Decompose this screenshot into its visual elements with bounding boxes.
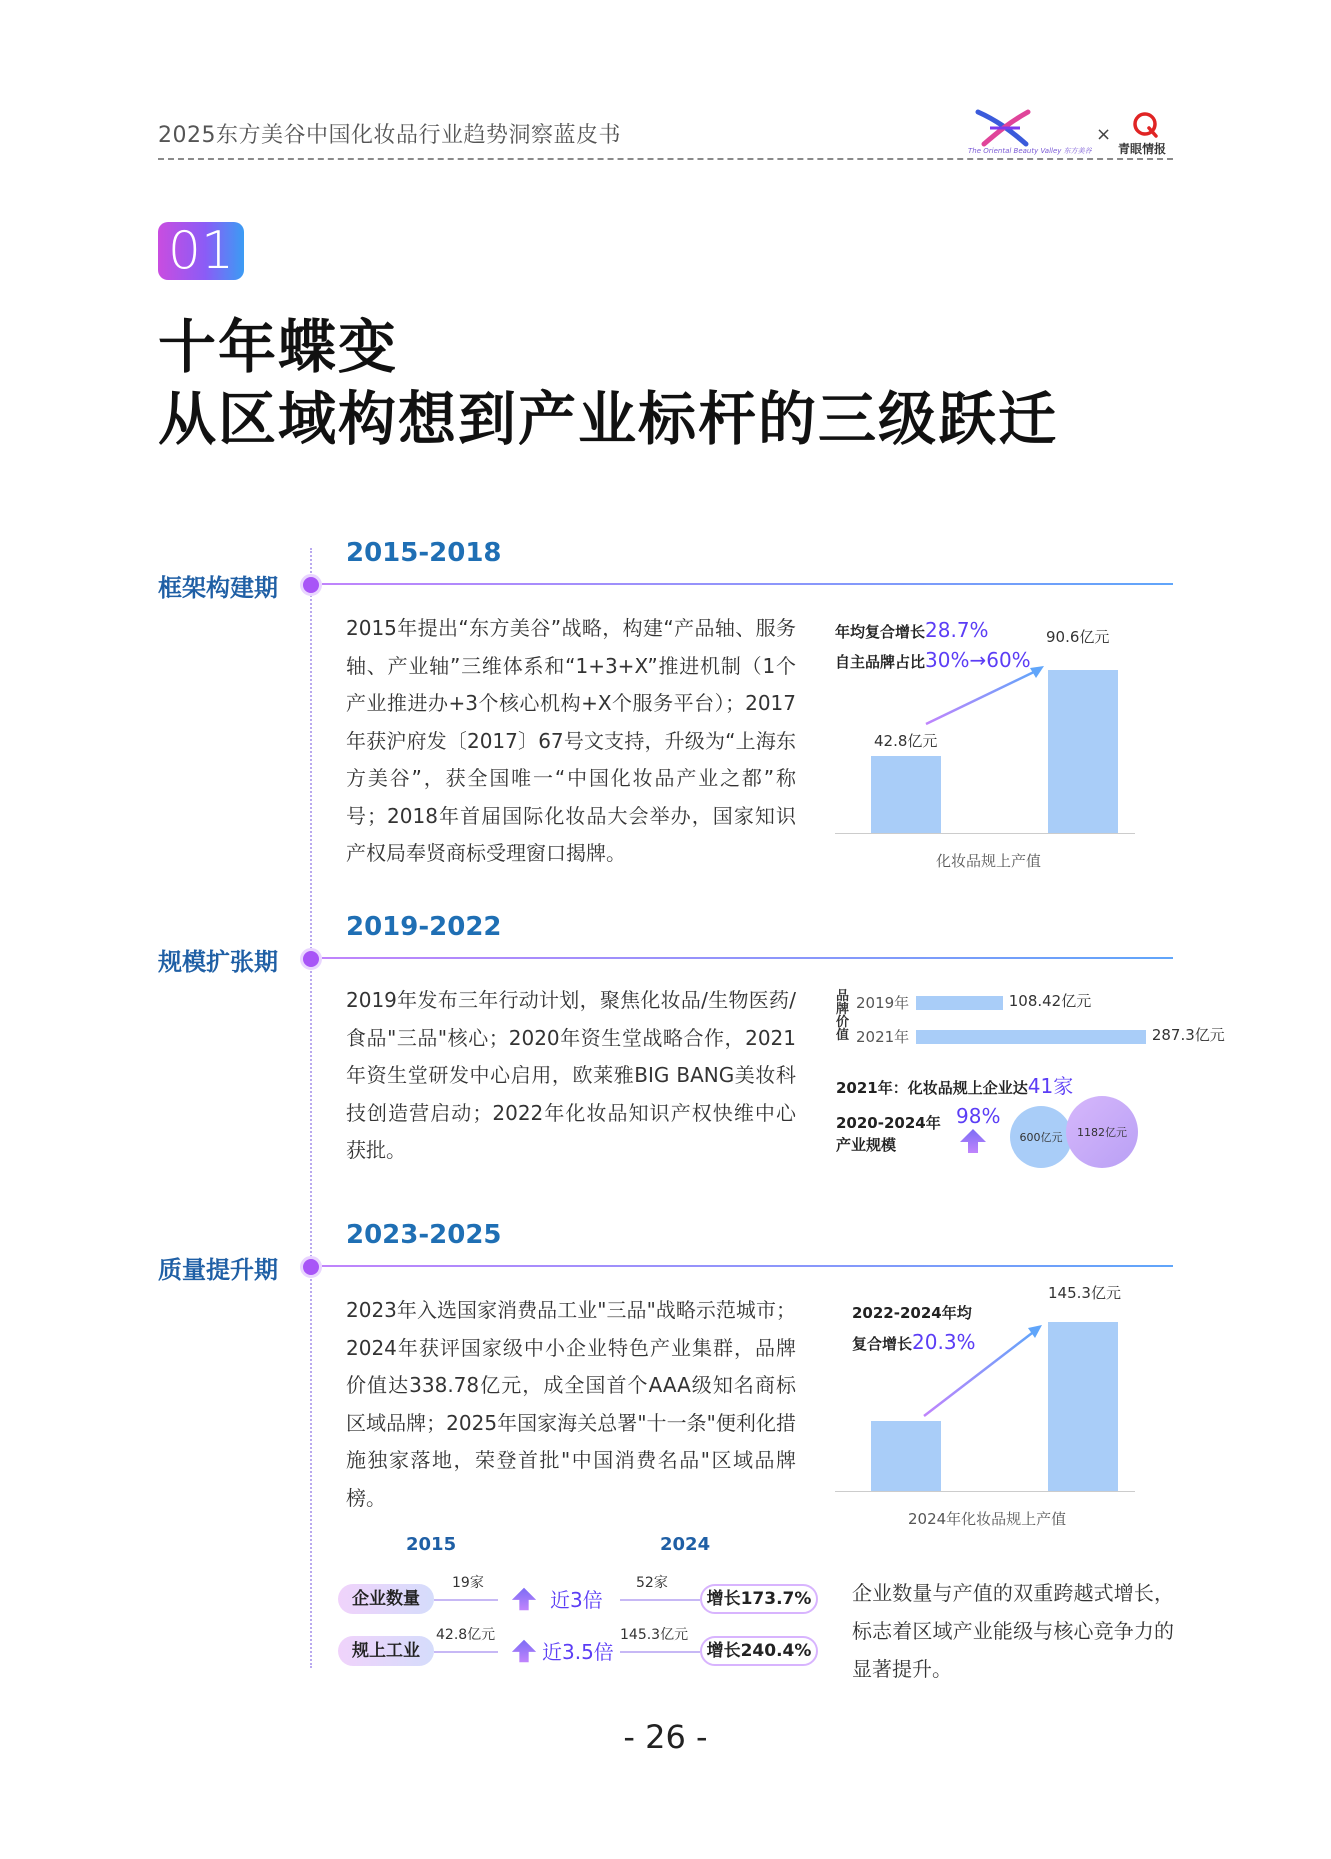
chapter-number-badge: 01	[158, 222, 244, 280]
arrow-up-icon	[510, 1638, 538, 1664]
chart2-bar1-value-label: 108.42亿元	[1008, 992, 1092, 1010]
chart2-bar2-value-label: 287.3亿元	[1151, 1026, 1225, 1044]
chart2-bar	[916, 1030, 1146, 1044]
comparison-value-left: 19家	[452, 1575, 484, 1591]
chart2-y-label: 品牌价值	[836, 989, 850, 1043]
phase-description: 2023年入选国家消费品工业"三品"战略示范城市；2024年获评国家级中小企业特色产业集群，品牌价值达338.78亿元，成全国首个AAA级知名商标区域品牌；2025年国家海关总署"十一条"便利化措施独家落地，荣登首批"中国消费名品"区域品牌榜。	[346, 1298, 796, 1510]
enterprises-stat	[836, 1070, 1073, 1099]
chart3-bar	[1048, 1322, 1118, 1491]
chart2-category-label: 2019年	[856, 994, 910, 1012]
chart1-trend-arrow-icon	[920, 660, 1050, 730]
phase-divider	[322, 1265, 1173, 1267]
chart3-bar2-value-label: 145.3亿元	[1048, 1284, 1121, 1302]
arrow-up-icon	[958, 1128, 988, 1154]
chart2-bar	[916, 996, 1003, 1010]
enterprises-prefix: 2021年：化妆品规上企业达	[836, 1079, 1028, 1097]
chart3-baseline	[835, 1491, 1135, 1492]
phase-divider	[322, 957, 1173, 959]
comparison-value-right: 52家	[636, 1575, 668, 1591]
chart3-annotation-line1: 2022-2024年均	[852, 1304, 972, 1322]
timeline-dot	[300, 574, 322, 596]
chart2-category-label: 2021年	[856, 1028, 910, 1046]
qingyan-logo-icon	[1130, 110, 1160, 140]
comparison-growth-badge: 增长240.4%	[700, 1636, 818, 1666]
chart1-cagr	[835, 618, 989, 642]
phase-years: 2015-2018	[346, 538, 502, 568]
scale-period-line2: 产业规模	[836, 1136, 897, 1154]
chart1-cagr-value: 28.7%	[925, 618, 989, 642]
chart1-share-value: 30%→60%	[925, 648, 1031, 672]
comparison-multiplier: 近3.5倍	[542, 1640, 614, 1664]
phase-description: 2015年提出“东方美谷”战略，构建“产品轴、服务轴、产业轴”三维体系和“1+3+X”推进机制（1个产业推进办+3个核心机构+X个服务平台）；2017年获沪府发〔2017〕67号文支持，升级为“上海东方美谷”，获全国唯一“中国化妆品产业之都”称号；2018年首届国际化妆品大会举办，国家知识产权局奉贤商标受理窗口揭牌。	[346, 616, 796, 865]
chart3-cagr-value: 20.3%	[912, 1330, 976, 1354]
comparison-connector	[434, 1599, 498, 1601]
phase-divider	[322, 583, 1173, 585]
phase-description: 2019年发布三年行动计划，聚焦化妆品/生物医药/食品"三品"核心；2020年资生堂战略合作，2021年资生堂研发中心启用，欧莱雅BIG BANG美妆科技创造营启动；2022年化妆品知识产权快维中心获批。	[346, 988, 796, 1162]
comparison-year-left: 2015	[406, 1534, 457, 1555]
oriental-beauty-valley-logo-icon	[970, 108, 1040, 148]
timeline-dot	[300, 948, 322, 970]
chart3-x-label: 2024年化妆品规上产值	[908, 1510, 1067, 1528]
qingyan-logo-text: 青眼情报	[1118, 142, 1167, 156]
timeline-axis	[310, 548, 312, 1668]
comparison-year-right: 2024	[660, 1534, 711, 1555]
comparison-growth-badge: 增长173.7%	[700, 1584, 818, 1614]
scale-growth: 98%	[956, 1104, 1001, 1128]
chart1-bar2-value-label: 90.6亿元	[1046, 628, 1110, 646]
comparison-row-label: 规上工业	[338, 1636, 434, 1666]
scale-period-line1: 2020-2024年	[836, 1114, 941, 1132]
chart3-trend-arrow-icon	[918, 1320, 1048, 1422]
chapter-title-line1: 十年蝶变	[158, 313, 399, 381]
comparison-multiplier: 近3倍	[550, 1588, 603, 1612]
phase-label: 质量提升期	[158, 1256, 278, 1284]
comparison-summary: 企业数量与产值的双重跨越式增长，标志着区域产业能级与核心竞争力的显著提升。	[852, 1581, 1174, 1681]
chart1-bar	[871, 756, 941, 833]
chart3-cagr-label: 复合增长	[852, 1335, 913, 1353]
comparison-connector	[620, 1651, 700, 1653]
header-title: 2025东方美谷中国化妆品行业趋势洞察蓝皮书	[158, 123, 621, 148]
enterprises-value: 41家	[1027, 1074, 1074, 1098]
phase-years: 2019-2022	[346, 912, 502, 942]
chart1-cagr-label: 年均复合增长	[835, 623, 926, 641]
comparison-value-right: 145.3亿元	[620, 1627, 689, 1643]
phase-label: 规模扩张期	[158, 948, 278, 976]
comparison-row-label: 企业数量	[338, 1584, 434, 1614]
chart3-bar	[871, 1421, 941, 1491]
chapter-title-line2: 从区域构想到产业标杆的三级跃迁	[158, 385, 1059, 453]
circle-1182-label: 1182亿元	[1077, 1126, 1127, 1139]
phase-label: 框架构建期	[158, 574, 278, 602]
chart1-bar1-value-label: 42.8亿元	[874, 732, 938, 750]
chart1-share-label: 自主品牌占比	[835, 653, 926, 671]
times-sign: ×	[1096, 124, 1112, 145]
comparison-value-left: 42.8亿元	[436, 1627, 496, 1643]
logo-caption: The Oriental Beauty Valley 东方美谷	[968, 147, 1092, 155]
chart1-baseline	[835, 833, 1135, 834]
page-number: - 26 -	[623, 1718, 708, 1756]
phase-years: 2023-2025	[346, 1220, 502, 1250]
header-divider	[158, 158, 1173, 160]
chart1-x-label: 化妆品规上产值	[936, 852, 1042, 870]
chart1-bar	[1048, 670, 1118, 833]
comparison-connector	[434, 1651, 498, 1653]
arrow-up-icon	[510, 1586, 538, 1612]
timeline-dot	[300, 1256, 322, 1278]
circle-600-label: 600亿元	[1019, 1131, 1063, 1144]
comparison-connector	[620, 1599, 700, 1601]
